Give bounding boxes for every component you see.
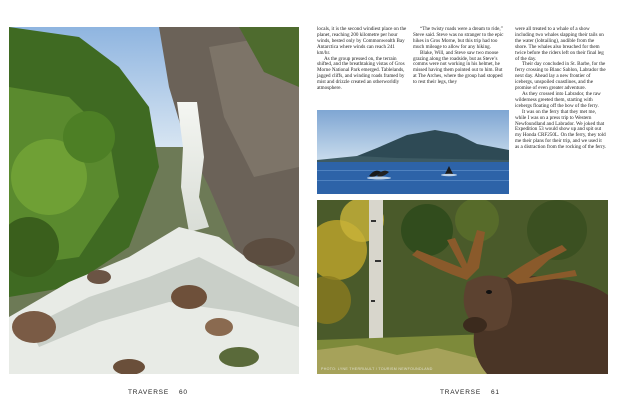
whale-photo	[317, 110, 509, 194]
page-footer-right	[440, 389, 500, 396]
paragraph: Their day concluded in St. Barbe, for the ferry crossing to Blanc Sablon, Labrador the next day. Ahead lay a new frontier of icebergs, unspoiled coastlines, and the promise of even greater adventure.	[515, 61, 606, 92]
page-footer-left	[128, 389, 188, 396]
right-page	[309, 0, 618, 400]
page-number: 61	[490, 389, 500, 396]
text-column-2	[413, 27, 505, 86]
text-column-3	[515, 27, 607, 151]
paragraph: It was on the ferry that they met me, while I was on a press trip to Western Newfoundland and Labrador. We joked that Expedition 53 would show up and spit out my Honda CRF250L. On the ferry, they told me their plans for their trip, and we used it as a distraction from the rocking of the ferry.	[515, 108, 607, 151]
waterfall-photo	[9, 27, 299, 374]
moose-photo	[317, 200, 608, 374]
whale-tail-image	[317, 110, 509, 194]
paragraph: Blake, Will, and Steve saw two moose grazing along the roadside, but as Steve’s comms were not working in his helmet, he missed having them pointed out to him. But at The Arches, where the group had stopped to rest their legs, they	[413, 49, 503, 86]
paragraph: As the group pressed on, the terrain shifted, and the breathtaking vistas of Gros Morne National Park emerged. Tablelands, jagged cliffs, and winding roads framed by mist and drizzle created an otherworldly atmosphere.	[317, 55, 405, 92]
magazine-name: TRAVERSE	[128, 389, 169, 396]
moose-image	[317, 200, 608, 374]
waterfall-image	[9, 27, 299, 374]
magazine-name: TRAVERSE	[440, 389, 481, 396]
photo-credit: PHOTO: LYNE THERRIAULT / TOURISM NEWFOUNDLAND	[321, 367, 433, 371]
paragraph: were all treated to a whale of a show including two whales slapping their tails on the water (lobtailing), audible from the shore. The whales also breached for them twice before the riders left on their final leg of the day.	[515, 26, 604, 62]
paragraph: “The twisty roads were a dream to ride,” Steve said. Steve was no stranger to the epic hikes in Gros Morne, but this trip had too much mileage to allow for any hiking.	[413, 26, 504, 50]
paragraph: locals, it is the second windiest place on the planet, reaching 200 kilometre per hour winds, bested only by Commonwealth Bay Antarctica where winds can reach 241 km/hr.	[317, 26, 407, 56]
page-number: 60	[178, 389, 188, 396]
text-column-1	[317, 27, 409, 92]
paragraph: As they crossed into Labrador, the raw wilderness greeted them, starting with icebergs floating off the bow of the ferry.	[515, 90, 601, 109]
